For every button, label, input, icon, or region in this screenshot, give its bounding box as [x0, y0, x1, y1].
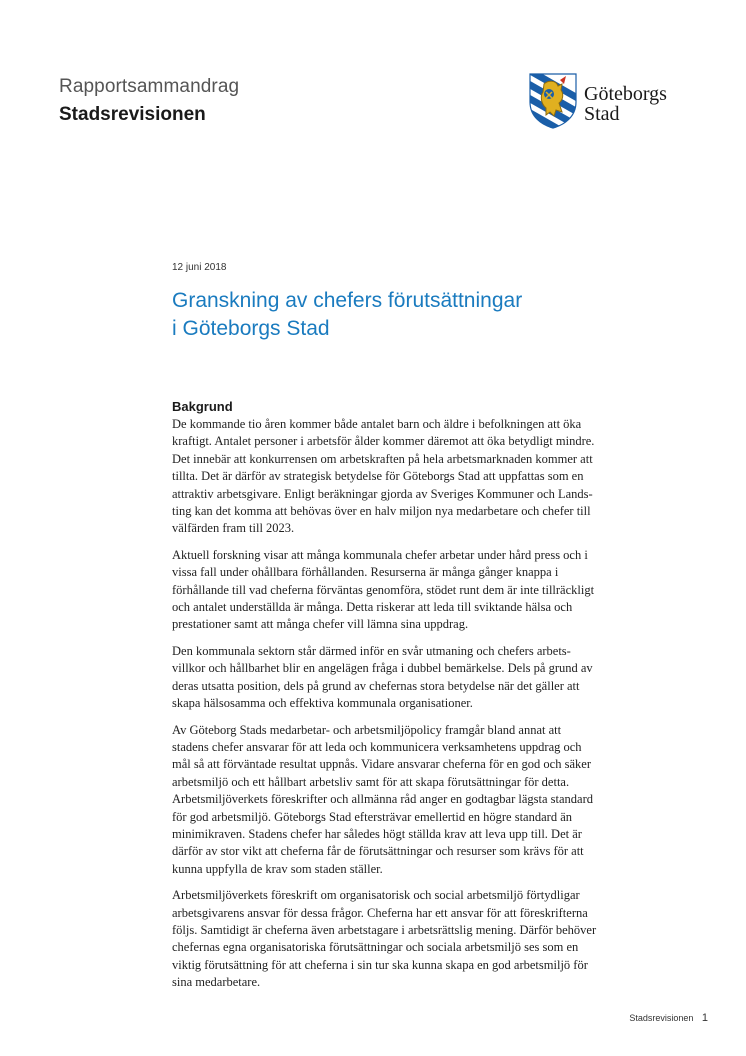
page-footer [629, 1012, 708, 1024]
report-author: Stadsrevisionen [59, 104, 206, 125]
logo-line-stad: Stad [584, 103, 620, 125]
paragraph-5: Arbetsmiljöverkets föreskrift om organisatorisk och social arbetsmiljö förtydligar arbetsgivarens ansvar för dessa frågor. Cheferna har ett ansvar för att föreskrifterna följs. Samtidigt är cheferna även arbetstagare i arbetsrättslig mening. Därför behöver chefernas egna organisatoriska förutsättningar och sociala arbetsmiljö ses som en viktig förutsättning för att cheferna i sin tur ska kunna skapa en god arbetsmiljö för sina medarbetare. [172, 888, 597, 990]
report-type: Rapportsammandrag [59, 76, 240, 97]
logo-wordmark [584, 84, 667, 124]
paragraph-2: Aktuell forskning visar att många kommunala chefer arbetar under hård press och i vissa fall under ohållbara förhållanden. Resurserna är många gånger knappa i förhållande till vad cheferna förväntas genomföra, stödet runt dem är inte tillräckligt och antalet underställda är många. Detta riskerar att leda till sviktande hälsa och prestationer samt att många chefer vill lämna sina uppdrag. [172, 547, 595, 632]
logo-line-goteborgs: Göteborgs [584, 83, 667, 105]
paragraph-1: De kommande tio åren kommer både antalet barn och äldre i befolkningen att öka kraftigt. Antalet personer i arbetsför ålder kommer däremot att öka betydligt mindre. Det innebär att konkurrensen om arbetskraften på hela arbetsmarknaden kommer att tillta. Det är därför av strategisk betydelse för Göteborgs Stad att uppfattas som en attraktiv arbetsgivare. Enligt beräkningar gjorda av Sveriges Kommuner och Lands- ting kan det komma att behövas över en halv miljon nya medarbetare och chefer till välfärden fram till 2023. [172, 417, 595, 536]
paragraph-4: Av Göteborg Stads medarbetar- och arbetsmiljöpolicy framgår bland annat att stadens chefer ansvarar för att leda och kommunicera verksamhetens uppdrag och mål så att förväntade resultat uppnås. Vidare ansvarar cheferna för en god och säker arbetsmiljö och ett hållbart arbetsliv samt för att skapa förutsättningar för detta. Arbetsmiljöverkets föreskrifter och allmänna råd anger en godtagbar lägsta standard för god arbetsmiljö. Göteborgs Stad eftersträvar emellertid en högre standard än minimikraven. Stadens chefer har således högt ställda krav att leva upp till. Det är därför av stor vikt att cheferna får de förutsättningar och resurser som krävs för att kunna uppfylla de krav som staden ställer. [172, 722, 594, 876]
report-body [172, 399, 622, 1001]
paragraph-3: Den kommunala sektorn står därmed inför en svår utmaning och chefers arbets- villkor och hållbarhet blir en angelägen fråga i dubbel bemärkelse. Dels på grund av deras utsatta position, dels på grund av chefernas stora betydelse när det gäller att skapa hälsosamma och effektiva kommunala organisationer. [172, 643, 593, 711]
document-title [172, 287, 672, 343]
page-number: 1 [701, 1012, 708, 1024]
goteborg-coat-of-arms-icon [528, 72, 578, 130]
goteborgs-stad-logo [528, 72, 688, 132]
document-title-line-1: Granskning av chefers förutsättningar [172, 289, 523, 312]
document-title-line-2: i Göteborgs Stad [172, 317, 330, 340]
report-date: 12 juni 2018 [172, 262, 227, 273]
section-heading: Bakgrund [172, 399, 233, 414]
footer-label: Stadsrevisionen [629, 1013, 694, 1023]
